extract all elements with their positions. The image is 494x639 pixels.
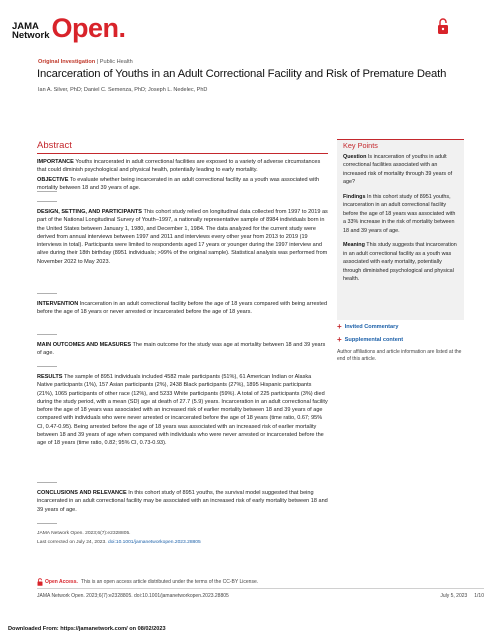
objective-label: OBJECTIVE [37, 177, 69, 183]
section-divider [37, 293, 57, 294]
key-points-title: Key Points [343, 141, 378, 150]
footer-rule [37, 588, 484, 589]
section-divider [37, 482, 57, 483]
article-topic: Public Health [99, 59, 133, 65]
section-divider [37, 201, 57, 202]
jama-network-open-logo [12, 13, 126, 43]
design-section [37, 208, 328, 266]
importance-section [37, 158, 328, 175]
section-separator: | [96, 59, 99, 65]
invited-commentary-label: Invited Commentary [344, 323, 399, 330]
supplemental-content-label: Supplemental content [344, 336, 404, 343]
doi-link[interactable]: doi:10.1001/jamanetworkopen.2023.28805 [107, 540, 201, 545]
article-title: Incarceration of Youths in an Adult Correctional Facility and Risk of Premature Death [37, 68, 447, 80]
plus-icon: + [337, 322, 342, 331]
logo-jama: JAMA [12, 21, 39, 32]
footer-right [440, 593, 484, 599]
importance-text: Youths incarcerated in adult correctional facilities are exposed to a variety of adverse circumstances that could diminish psychological and physical health, potentially leading to early mortality. [37, 159, 321, 174]
logo-wordmark [12, 22, 49, 40]
open-access-lock-icon [37, 578, 43, 586]
open-access-line [37, 578, 258, 586]
open-access-label: Open Access. [45, 579, 78, 585]
page-footer [37, 593, 484, 599]
meaning-label: Meaning [343, 242, 365, 248]
abstract-heading: Abstract [37, 140, 72, 151]
conclusions-section [37, 489, 328, 514]
conclusions-label: CONCLUSIONS AND RELEVANCE [37, 490, 127, 496]
open-access-text: This is an open access article distributed under the terms of the CC-BY License. [80, 579, 259, 585]
intervention-section [37, 300, 328, 317]
author-list: Ian A. Silver, PhD; Daniel C. Semenza, PhD; Joseph L. Nedelec, PhD [38, 87, 208, 93]
correction-date: Last corrected on July 24, 2023. [37, 540, 107, 545]
outcomes-label: MAIN OUTCOMES AND MEASURES [37, 342, 132, 348]
download-stamp: Downloaded From: https://jamanetwork.com/ on 08/02/2023 [8, 626, 166, 632]
intervention-text: Incarceration in an adult correctional facility before the age of 18 years compared with being arrested before the age of 18 years or never arrested or incarcerated before the age of 18 years. [37, 301, 328, 316]
page-number: 1/10 [474, 593, 484, 599]
outcomes-text: The main outcome for the study was age at mortality between 18 and 39 years of age. [37, 342, 326, 357]
section-divider [37, 523, 57, 524]
intervention-label: INTERVENTION [37, 301, 79, 307]
design-text: This cohort study relied on longitudinal data collected from 1997 to 2019 as part of the National Longitudinal Survey of Youth–1997, a nationally representative sample of 8984 individuals born in the United States between January 1, 1980, and December 1, 1984. The data analyzed for the current study were derived from annual interviews between 1997 and 2011 and interviews every other year from 2013 to 2019 (19 interviews in total). Participants were limited to respondents aged 17 years or younger during the 1997 interview and alive during their 18th birthday (8951 individuals; >99% of the original sample). Statistical analysis was performed from November 2022 to May 2023. [37, 209, 328, 265]
objective-section-body [37, 176, 328, 193]
importance-label: IMPORTANCE [37, 159, 74, 165]
section-divider [37, 366, 57, 367]
plus-icon: + [337, 335, 342, 344]
results-section [37, 373, 328, 448]
section-divider [37, 334, 57, 335]
correction-line [37, 540, 201, 545]
objective-text: To evaluate whether being incarcerated in an adult correctional facility as a youth was associated with mortality between 18 and 39 years of age. [37, 177, 320, 192]
abstract-rule [37, 153, 328, 154]
results-label: RESULTS [37, 374, 63, 380]
citation-line: JAMA Network Open. 2023;6(7):e2328805. [37, 531, 131, 536]
results-text: The sample of 8951 individuals included 4582 male participants (51%), 61 American Indian or Alaska Native participants (1%), 157 Asian participants (2%), 2438 Black participants (27%), 1895 Hispanic participants (21%), 1065 participants of other race (12%), and 5233 White participants (59%). A total of 225 participants (3%) died during the study period, with a mean (SD) age at death of 27.7 (5.9) years. Incarceration in an adult correctional facility before the age of 18 years was associated with an increased risk of earlier mortality between 18 and 39 years of age compared with individuals who were never arrested or incarcerated before the age of 18 years (time ratio, 0.67; 95% CI, 0.47-0.95). Being arrested before the age of 18 years was associated with an increased risk of earlier mortality between 18 and 39 years of age when compared with individuals who were never arrested or incarcerated before the age of 18 years (time ratio, 0.82; 95% CI, 0.73-0.93). [37, 374, 328, 447]
design-label: DESIGN, SETTING, AND PARTICIPANTS [37, 209, 142, 215]
affiliations-note: Author affiliations and article information are listed at the end of this article. [337, 349, 462, 362]
logo-network: Network [12, 30, 50, 41]
supplemental-content-link[interactable] [337, 335, 403, 344]
logo-open: Open. [51, 13, 126, 43]
conclusions-text: In this cohort study of 8951 youths, the survival model suggested that being incarcerated in an adult correctional facility may be associated with an increased risk of early mortality between 18 and 39 years of age. [37, 490, 328, 513]
question-label: Question [343, 153, 367, 160]
findings-label: Findings [343, 193, 366, 200]
findings-text: In this cohort study of 8951 youths, incarceration in an adult correctional facility before the age of 18 years was associated with a 33% increase in the risk of mortality between 18 and 39 years of age. [343, 193, 456, 234]
key-points-box [337, 139, 464, 320]
footer-date: July 5, 2023 [440, 593, 468, 599]
lock-icon [437, 17, 449, 35]
invited-commentary-link[interactable] [337, 322, 398, 331]
outcomes-section [37, 341, 328, 358]
article-type: Original Investigation [38, 59, 96, 65]
question-text: Is incarceration of youths in adult correctional facilities associated with an increased risk of mortality through 39 years of age? [343, 153, 453, 185]
article-section [38, 59, 133, 65]
meaning-text: This study suggests that incarceration in an adult correctional facility as a youth was associated with early mortality, potentially through diminished psychological and physical health. [343, 242, 457, 282]
footer-citation: JAMA Network Open. 2023;6(7):e2328805. doi:10.1001/jamanetworkopen.2023.28805 [37, 593, 229, 599]
